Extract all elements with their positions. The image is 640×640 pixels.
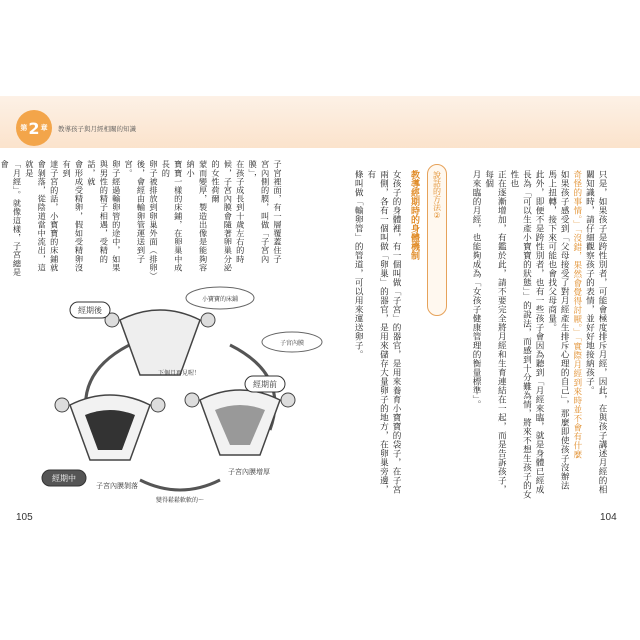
- stage-during-text: 經期中: [52, 474, 76, 483]
- right-page-text: [432, 170, 608, 500]
- chapter-suffix: 章: [40, 124, 48, 132]
- uterus-after: [105, 310, 215, 375]
- uterus-during: [55, 395, 165, 460]
- stage-after-text: 經期後: [78, 306, 102, 315]
- left-col: 與男性的精子相遇，受精的話，就: [86, 160, 110, 264]
- right-col-highlight: 奇怪的事情。」「沒錯，果然會覺得討厭。」「實際月經到來時並不會有什麼: [571, 170, 582, 459]
- left-col: 「月經」。就像這樣，子宮總是會: [0, 160, 23, 277]
- left-col: 子宮裡面，有一層覆蓋住子: [273, 160, 283, 264]
- header-band: [0, 96, 640, 148]
- right-col: 關知識時，請仔細觀察孩子的表情，並好好地接納孩子。: [584, 170, 595, 395]
- page-number-left: 105: [16, 512, 33, 523]
- left-col: 達子宮的話，小寶寶的床鋪就: [49, 160, 60, 272]
- left-page-text: [0, 160, 284, 281]
- left-col: 卵子被排放到卵巢外面（排卵）: [148, 160, 159, 281]
- bubble-right-text: 子宮內膜: [279, 340, 305, 347]
- section-col: 兩側，各有一個叫做「卵巢」的器官，是用來儲存大量卵子的地方，在卵巢旁邊，有: [365, 170, 389, 494]
- bubble-top: [186, 287, 254, 309]
- bottom-note: 變得鬆鬆軟軟的～: [156, 497, 205, 504]
- stage-label-during: [42, 470, 86, 486]
- left-col: 寶寶一樣的床鋪，在卵巢中成長的: [161, 160, 184, 272]
- section-tag: 說話的方法②: [427, 164, 447, 316]
- chapter-number: 2: [28, 118, 40, 138]
- left-col: 蒙而變厚，製造出像是能夠容納小: [186, 160, 209, 272]
- right-col: 此外，即便不是跨性別者，也有一些孩子會因為聽到「月經來臨，就是身體已經成: [534, 170, 545, 494]
- section-col: 女孩子的身體裡，有一個叫做「子宮」的器官，是用來養育小寶寶的袋子，在子宮: [391, 170, 401, 494]
- section-text: [353, 170, 402, 500]
- bubble-right: [262, 332, 322, 352]
- stage-label-after: [70, 302, 110, 318]
- page-number-right: 104: [600, 512, 617, 523]
- right-col: 只是，如果孩子是跨性別者，可能會極度排斥月經，因此，在與孩子講述月經的相: [597, 170, 607, 494]
- uterus-before: [185, 390, 295, 455]
- right-col: 如果孩子感受到「父母接受了對月經產生排斥心理的自己」，那麼即使孩子沒辦法: [559, 170, 570, 490]
- right-col: 馬上扭轉，接下來可能也會找父母商量。: [546, 170, 557, 332]
- left-col: 在孩子成長到十歲左右的時候，子宮內膜會隨著卵巢分泌的女性荷爾: [210, 160, 246, 272]
- chapter-prefix: 第: [20, 124, 28, 132]
- bubble-top-text: 小寶寶的床鋪: [201, 296, 239, 303]
- small-note: 下個月再見喔！: [158, 370, 201, 377]
- cycle-arrow: [140, 480, 220, 490]
- left-col: 卵子經過輸卵管的途中，如果: [111, 160, 122, 272]
- left-col: 後，會經由輸卵管運送到子宮。: [124, 160, 147, 264]
- right-col: 長為「可以生產小寶寶的狀態」」的說法，而感到十分難為情，將來不想生孩子的女性也: [508, 170, 532, 499]
- right-col: 月來臨的月經，也能夠成為「女孩子健康管理的衡量標準」。: [471, 170, 482, 409]
- running-title: 教導孩子與月經相關的知識: [58, 125, 136, 133]
- label-thicken: 子宮內膜增厚: [228, 468, 270, 476]
- chapter-badge: [16, 110, 52, 146]
- menstrual-cycle-diagram: [30, 280, 330, 510]
- section-col: 條叫做「輸卵管」的管道，可以用來運送卵子。: [353, 170, 364, 359]
- section-title: 教導經期時的身體機制: [409, 170, 419, 260]
- right-col: 正在逐漸增加，有鑑於此，請不要完全將月經和生育連結在一起，而是告訴孩子，每個: [483, 170, 507, 494]
- left-col: 會形成受精卵，假如受精卵沒有到: [62, 160, 85, 272]
- stage-before-text: 經期前: [253, 380, 277, 389]
- stage-label-before: [245, 376, 285, 392]
- label-shed: 子宮內膜剝落: [96, 482, 138, 490]
- left-col: 會剝落，從陰道當中流出，這就是: [24, 160, 48, 272]
- left-col: 宮內側的膜，叫做「子宮內膜」，: [248, 160, 271, 264]
